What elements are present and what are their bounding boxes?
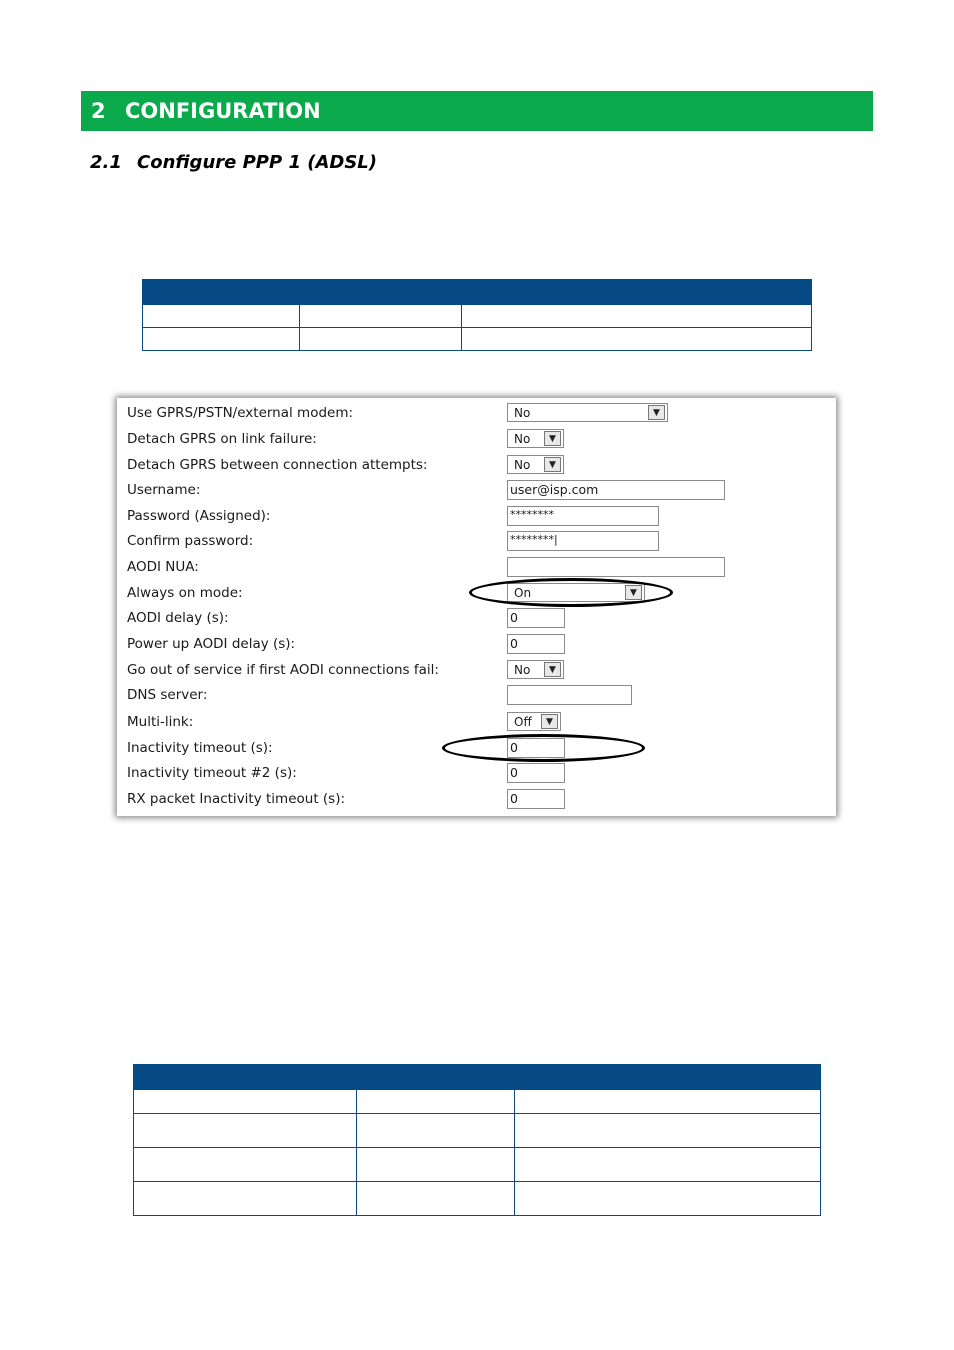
table-cell (143, 280, 300, 305)
table-row (134, 1090, 821, 1114)
table-cell (515, 1182, 821, 1216)
parameter-table-2 (133, 1064, 821, 1216)
parameter-table-1 (142, 279, 812, 351)
form-label: Go out of service if first AODI connections fail: (127, 662, 439, 678)
table-cell (462, 328, 812, 351)
form-row (117, 529, 836, 554)
highlight-ellipse (469, 578, 673, 607)
chevron-down-icon[interactable]: ▼ (544, 431, 561, 446)
chevron-down-icon[interactable]: ▼ (648, 405, 665, 420)
form-label: Confirm password: (127, 533, 254, 549)
table-header-row (134, 1065, 821, 1090)
dns-server-input[interactable] (507, 685, 632, 705)
form-label: Detach GPRS between connection attempts: (127, 457, 428, 473)
section-heading (81, 91, 873, 131)
detach-on-failure-select[interactable] (507, 429, 564, 448)
chevron-down-icon[interactable]: ▼ (541, 714, 558, 729)
aodi-nua-input[interactable] (507, 557, 725, 577)
select-value: No (514, 458, 531, 472)
form-row (117, 658, 836, 683)
username-input[interactable]: user@isp.com (507, 480, 725, 500)
form-label: Use GPRS/PSTN/external modem: (127, 405, 354, 421)
table-cell (357, 1114, 515, 1148)
chevron-down-icon[interactable]: ▼ (544, 662, 561, 677)
form-row (117, 453, 836, 478)
form-row (117, 710, 836, 735)
select-value: Off (514, 715, 532, 729)
table-cell (134, 1114, 357, 1148)
table-cell (515, 1065, 821, 1090)
form-label: Power up AODI delay (s): (127, 636, 296, 652)
table-cell (134, 1065, 357, 1090)
table-row (143, 328, 812, 351)
form-row (117, 761, 836, 786)
form-row (117, 427, 836, 452)
form-label: Detach GPRS on link failure: (127, 431, 317, 447)
form-label: Inactivity timeout #2 (s): (127, 765, 297, 781)
table-cell (515, 1114, 821, 1148)
inactivity-timeout-2-input[interactable]: 0 (507, 763, 565, 783)
form-label: Always on mode: (127, 585, 243, 601)
table-cell (300, 328, 462, 351)
form-label: Inactivity timeout (s): (127, 740, 273, 756)
power-up-aodi-delay-input[interactable]: 0 (507, 634, 565, 654)
section-number: 2 (91, 99, 106, 123)
select-value: No (514, 663, 531, 677)
form-row (117, 478, 836, 503)
table-cell (462, 305, 812, 328)
table-row (143, 305, 812, 328)
form-row (117, 787, 836, 812)
aodi-delay-input[interactable]: 0 (507, 608, 565, 628)
form-label: AODI delay (s): (127, 610, 229, 626)
password-input[interactable]: ******** (507, 506, 659, 526)
table-row (134, 1182, 821, 1216)
form-row (117, 504, 836, 529)
table-header-row (143, 280, 812, 305)
form-label: AODI NUA: (127, 559, 199, 575)
table-cell (357, 1182, 515, 1216)
subsection-number: 2.1 (90, 152, 122, 173)
table-cell (515, 1090, 821, 1114)
table-cell (462, 280, 812, 305)
table-cell (300, 305, 462, 328)
table-cell (134, 1090, 357, 1114)
confirm-password-input[interactable]: ********| (507, 531, 659, 551)
table-cell (134, 1182, 357, 1216)
inactivity-timeout-input[interactable]: 0 (507, 738, 565, 758)
table-cell (143, 328, 300, 351)
chevron-down-icon[interactable]: ▼ (544, 457, 561, 472)
form-row (117, 632, 836, 657)
rx-packet-timeout-input[interactable]: 0 (507, 789, 565, 809)
highlight-ellipse (442, 734, 645, 762)
form-label: Multi-link: (127, 714, 194, 730)
select-value: On (514, 586, 532, 600)
table-cell (357, 1148, 515, 1182)
chevron-down-icon[interactable]: ▼ (625, 585, 642, 600)
modem-select[interactable] (507, 403, 668, 422)
form-label: Username: (127, 482, 201, 498)
form-row (117, 401, 836, 426)
form-label: Password (Assigned): (127, 508, 271, 524)
form-row (117, 606, 836, 631)
form-row (117, 555, 836, 580)
select-value: No (514, 406, 531, 420)
table-cell (357, 1065, 515, 1090)
table-row (134, 1114, 821, 1148)
form-label: DNS server: (127, 687, 208, 703)
table-cell (143, 305, 300, 328)
out-of-service-select[interactable] (507, 660, 564, 679)
table-cell (515, 1148, 821, 1182)
table-cell (134, 1148, 357, 1182)
table-cell (357, 1090, 515, 1114)
form-label: RX packet Inactivity timeout (s): (127, 791, 346, 807)
select-value: No (514, 432, 531, 446)
table-cell (300, 280, 462, 305)
subsection-heading (90, 152, 377, 173)
ppp-settings-screenshot (117, 398, 836, 816)
detach-between-attempts-select[interactable] (507, 455, 564, 474)
subsection-title: Configure PPP 1 (ADSL) (137, 152, 378, 173)
table-row (134, 1148, 821, 1182)
section-title: CONFIGURATION (125, 99, 321, 123)
multi-link-select[interactable] (507, 712, 561, 731)
form-row (117, 683, 836, 708)
